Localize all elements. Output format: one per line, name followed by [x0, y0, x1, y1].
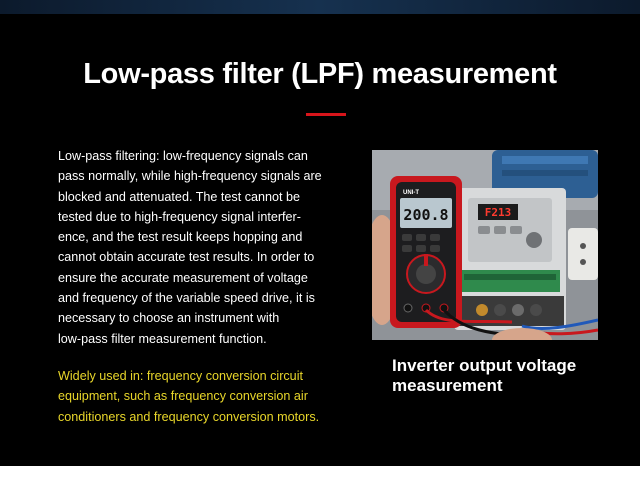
photo-caption: Inverter output voltage measurement [392, 356, 577, 395]
multimeter-inverter-illustration [372, 150, 598, 340]
drive-display-text: F213 [484, 206, 512, 219]
usage-text: Widely used in: frequency conversion circuit equipment, such as frequency conversion air conditioners and frequency conversion motors. [58, 369, 320, 424]
product-photo [372, 150, 598, 340]
description-text: Low-pass filtering: low-frequency signals can pass normally, while high-frequency signals are blocked and attenuated. The test cannot be tested due to high-frequency signal interfer- ence, and the test result keeps hopping and cannot obtain accurate test results. In order to ensure the accurate measurement of voltage and frequency of the variable speed drive, it is necessary to choose an instrument with low-pass filter measurement function. [58, 149, 322, 346]
meter-brand-text: UNI-T [403, 190, 419, 196]
top-band [0, 0, 640, 14]
meter-reading-text: 200.8 [403, 206, 449, 224]
page-title: Low-pass filter (LPF) measurement [83, 58, 557, 90]
title-accent-line [306, 113, 346, 116]
